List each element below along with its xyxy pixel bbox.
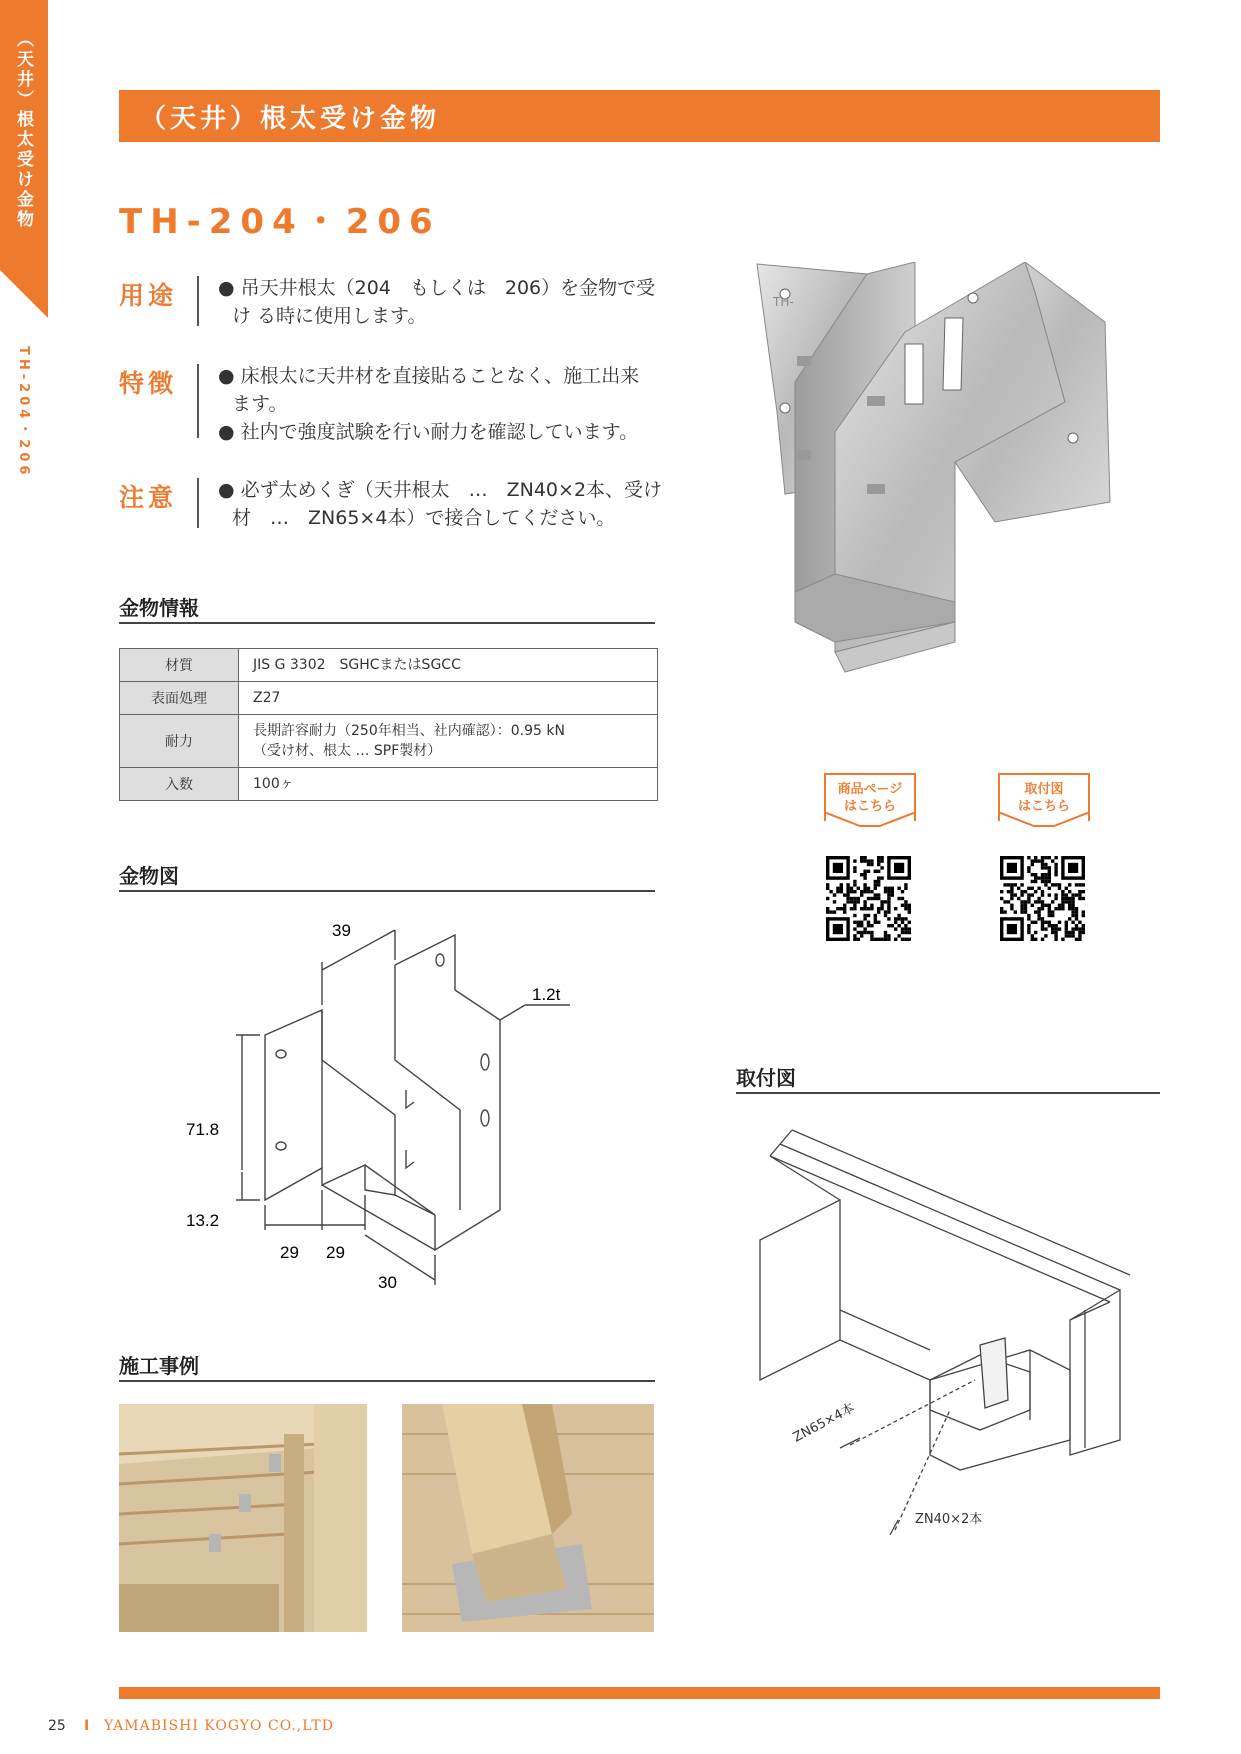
svg-text:TH-: TH- — [773, 295, 794, 309]
footer-separator: I — [84, 1718, 90, 1734]
dim-base: 13.2 — [186, 1211, 220, 1230]
features-divider — [197, 364, 199, 438]
usage-label: 用途 — [119, 281, 178, 310]
install-heading: 取付図 — [736, 1066, 796, 1090]
usage-divider — [197, 276, 199, 326]
qr-label-line: はこちら — [843, 799, 896, 814]
page-number: 25 — [48, 1718, 66, 1734]
spec-value-line: （受け材、根太 … SPF製材） — [253, 743, 442, 759]
dim-depth: 30 — [378, 1273, 397, 1292]
product-photo — [755, 262, 1125, 682]
info-heading: 金物情報 — [119, 596, 199, 620]
install-rule — [736, 1092, 1160, 1094]
dim-w1: 29 — [280, 1243, 299, 1262]
qr-label-line: 取付図 — [1024, 782, 1064, 797]
usage-line-1: ● 吊天井根太（204 もしくは 206）を金物で受 — [218, 277, 656, 299]
dim-top: 39 — [332, 921, 351, 940]
features-line-3: ● 社内で強度試験を行い耐力を確認しています。 — [218, 421, 639, 443]
usage-text — [218, 274, 655, 330]
features-text — [218, 362, 639, 446]
caution-line-1: ● 必ず太めくぎ（天井根太 … ZN40×2本、受け — [218, 479, 663, 501]
caution-text — [218, 476, 662, 532]
technical-drawing — [180, 910, 620, 1310]
nail-label-b: ZN40×2本 — [915, 1512, 983, 1527]
drawing-rule — [119, 890, 655, 892]
qr-label-line: 商品ページ — [837, 782, 903, 797]
qr-label-line: はこちら — [1017, 799, 1070, 814]
usage-line-2: け る時に使用します。 — [232, 305, 427, 327]
caution-label: 注意 — [119, 483, 178, 512]
spec-value-line: 長期許容耐力（250年相当、社内確認）：0.95 kN — [253, 723, 565, 739]
spec-value: Z27 — [239, 682, 658, 715]
company-name: YAMABISHI KOGYO CO.,LTD — [104, 1718, 334, 1734]
caution-line-2: 材 … ZN65×4本）で接合してください。 — [232, 507, 616, 529]
model-number: TH-204・206 — [119, 202, 441, 242]
caution-divider — [197, 478, 199, 528]
examples-heading: 施工事例 — [119, 1354, 199, 1378]
spec-key: 材質 — [120, 649, 239, 682]
side-tab-label: （天井）根太受け金物 — [13, 30, 33, 230]
side-model-label: TH-204・206 — [16, 346, 31, 479]
qr-code-product[interactable] — [826, 856, 911, 945]
dim-w2: 29 — [326, 1243, 345, 1262]
install-diagram — [740, 1110, 1160, 1550]
info-rule — [119, 622, 655, 624]
spec-key: 耐力 — [120, 715, 239, 768]
spec-value — [239, 715, 658, 768]
qr-code-install[interactable] — [1000, 856, 1085, 945]
features-line-2: ます。 — [232, 393, 288, 415]
table-row — [120, 715, 658, 768]
example-photo-2 — [402, 1404, 654, 1632]
spec-value: JIS G 3302 SGHCまたはSGCC — [239, 649, 658, 682]
qr-label-product-point — [824, 812, 916, 828]
footer-bar — [119, 1687, 1160, 1699]
spec-key: 表面処理 — [120, 682, 239, 715]
example-photo-1 — [119, 1404, 367, 1632]
table-row — [120, 768, 658, 801]
dim-thickness: 1.2t — [532, 985, 561, 1004]
table-row — [120, 682, 658, 715]
drawing-heading: 金物図 — [119, 864, 179, 888]
table-row — [120, 649, 658, 682]
features-label: 特徴 — [119, 369, 178, 398]
examples-rule — [119, 1380, 655, 1382]
nail-label-a: ZN65×4本 — [790, 1400, 858, 1446]
spec-key: 入数 — [120, 768, 239, 801]
qr-label-install-point — [998, 812, 1090, 828]
dim-height: 71.8 — [186, 1120, 220, 1139]
spec-value: 100ヶ — [239, 768, 658, 801]
page-title: （天井）根太受け金物 — [140, 104, 441, 134]
spec-table — [119, 648, 658, 801]
features-line-1: ● 床根太に天井材を直接貼ることなく、施工出来 — [218, 365, 640, 387]
